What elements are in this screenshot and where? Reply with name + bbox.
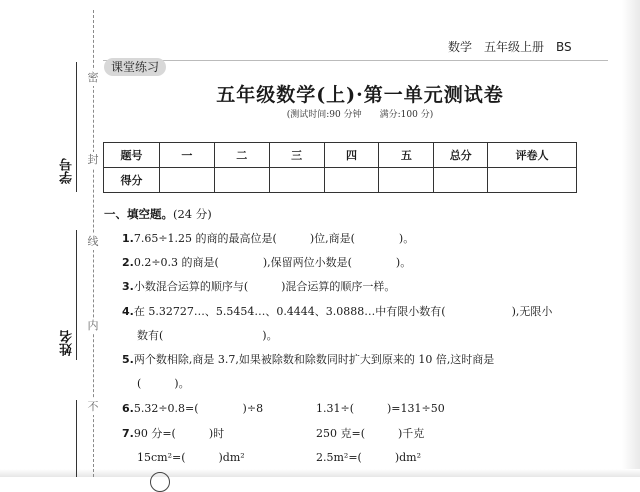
page-edge-shadow	[622, 0, 640, 477]
question-text: 小数混合运算的顺序与( )混合运算的顺序一样。	[133, 280, 396, 293]
exam-title: 五年级数学(上)·第一单元测试卷	[216, 84, 504, 106]
score-cell	[269, 168, 324, 193]
page-bottom-shadow	[0, 469, 640, 477]
question-part-a: 90 分=( )时	[133, 427, 225, 440]
score-table-score-row	[104, 168, 577, 193]
margin-char-xian: 线	[87, 235, 99, 248]
row-header-question-number: 题号	[104, 143, 160, 168]
question-number: 1.	[122, 232, 134, 245]
question-7-part-c: 15cm²=( )dm²	[137, 451, 245, 464]
section-points: (24 分)	[173, 207, 212, 221]
column-header: 二	[214, 143, 269, 168]
column-header: 四	[324, 143, 379, 168]
row-header-score: 得分	[104, 168, 160, 193]
question-6-part-b: 1.31÷( )=131÷50	[316, 402, 445, 415]
column-header: 一	[159, 143, 214, 168]
question-text: 7.65÷1.25 的商的最高位是( )位,商是( )。	[133, 232, 415, 245]
question-5-continued: ( )。	[137, 377, 190, 390]
score-cell	[379, 168, 434, 193]
margin-char-bu: 不	[87, 400, 99, 413]
question-number: 3.	[122, 280, 134, 293]
next-question-number-circle	[150, 472, 170, 492]
margin-char-nei: 内	[87, 319, 99, 332]
column-header-total: 总分	[434, 143, 488, 168]
score-cell-grader	[488, 168, 577, 193]
score-cell-total	[434, 168, 488, 193]
question-number: 5.	[122, 353, 134, 366]
question-number: 7.	[122, 427, 134, 440]
question-7-part-d: 2.5m²=( )dm²	[316, 451, 422, 464]
question-number: 2.	[122, 256, 134, 269]
exam-subtitle: (测试时间:90 分钟 满分:100 分)	[286, 110, 434, 120]
question-text: 0.2÷0.3 的商是( ),保留两位小数是( )。	[133, 256, 412, 269]
question-text: 在 5.32727…、5.5454…、0.4444、3.0888…中有限小数有( ),无限小	[133, 305, 553, 318]
question-4	[122, 303, 552, 319]
column-header: 五	[379, 143, 434, 168]
column-header: 三	[269, 143, 324, 168]
margin-char-mi: 密	[87, 71, 99, 84]
header-rule	[103, 60, 608, 61]
column-header-grader: 评卷人	[488, 143, 577, 168]
question-6	[122, 400, 263, 416]
header-subject: 数学 五年级上册 BS	[448, 40, 572, 54]
class-write-line	[76, 400, 77, 477]
question-number: 4.	[122, 305, 134, 318]
question-1	[122, 230, 414, 246]
score-cell	[324, 168, 379, 193]
question-part-a: 5.32÷0.8=( )÷8	[133, 402, 264, 415]
section-title	[104, 206, 212, 222]
score-cell	[159, 168, 214, 193]
score-table-header-row	[104, 143, 577, 168]
question-number: 6.	[122, 402, 134, 415]
question-text: 两个数相除,商是 3.7,如果被除数和除数同时扩大到原来的 10 倍,这时商是	[133, 353, 495, 366]
student-id-label: 学号	[60, 158, 75, 184]
question-5	[122, 351, 494, 367]
margin-char-feng: 封	[87, 153, 99, 166]
score-cell	[214, 168, 269, 193]
classroom-practice-badge: 课堂练习	[104, 58, 166, 76]
score-table	[103, 142, 577, 193]
question-3	[122, 278, 395, 294]
question-4-continued: 数有( )。	[137, 329, 278, 342]
question-7-part-b: 250 克=( )千克	[316, 427, 425, 440]
question-7	[122, 425, 224, 441]
name-label: 姓名	[60, 330, 75, 356]
question-2	[122, 254, 411, 270]
section-title-text: 一、填空题。	[104, 207, 173, 221]
